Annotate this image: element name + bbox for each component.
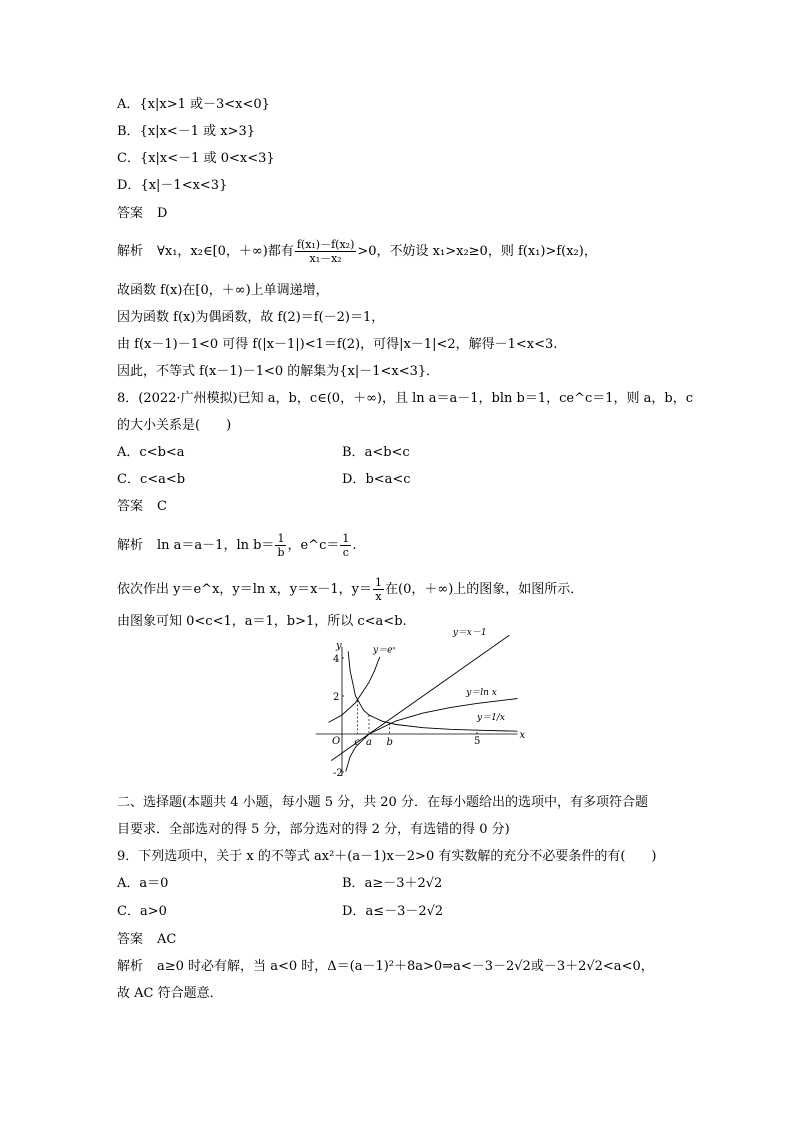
- q7-fraction-numerator: f(x₁)－f(x₂): [296, 238, 355, 251]
- q8-option-b: [342, 444, 410, 462]
- q7-analysis-l1-a: ∀x₁，x₂∈[0，＋∞)都有: [157, 244, 294, 259]
- q8-fraction-1-numerator: 1: [275, 532, 286, 546]
- q7-option-b: [117, 123, 255, 141]
- q9-analysis-line-2: 故 AC 符合题意．: [117, 986, 223, 1001]
- q8-option-c: [117, 471, 185, 489]
- q8-analysis-l2-a: 依次作出 y＝e^x，y＝ln x，y＝x－1，y＝: [117, 582, 373, 597]
- q7-analysis-label: 解析: [117, 244, 144, 259]
- q7-analysis-line-2: 故函数 f(x)在[0，＋∞)上单调递增，: [117, 283, 329, 298]
- q8-fraction-3-denominator: x: [375, 590, 382, 603]
- q8-fraction-1-denominator: b: [277, 546, 285, 559]
- q7-fraction-denominator: x₁－x₂: [309, 252, 342, 265]
- curve-label: y＝1/x: [477, 712, 505, 723]
- q7-option-a-text: {x|x>1 或－3<x<0}: [139, 97, 270, 112]
- y-axis-name: y: [336, 640, 342, 652]
- point-label-c: c: [354, 737, 360, 748]
- q9-option-a: [117, 875, 168, 893]
- q8-answer-label: 答案: [117, 499, 144, 514]
- x-axis-name: x: [519, 730, 526, 741]
- point-label-a: a: [366, 737, 372, 748]
- q8-analysis-line-1: [117, 532, 357, 559]
- q7-analysis-line-1: [117, 238, 597, 265]
- q9-option-d: [342, 903, 443, 921]
- point-label-b: b: [386, 737, 393, 748]
- q8-option-a-text: c<b<a: [139, 445, 185, 460]
- q8-fraction-3-numerator: 1: [375, 576, 383, 589]
- q9-answer: [117, 931, 176, 949]
- x-tick-label: 5: [474, 736, 481, 747]
- q9-option-d-label: D．: [342, 904, 366, 919]
- q8-stem-line-2: 的大小关系是( ): [117, 418, 232, 433]
- curve-y-ln-x: [346, 699, 518, 772]
- q9-answer-label: 答案: [117, 932, 144, 947]
- q7-analysis-fraction: [295, 238, 357, 265]
- q8-option-a-label: A．: [117, 445, 140, 460]
- q9-analysis-line-1: [117, 958, 654, 976]
- curve-label: y＝eˣ: [373, 645, 396, 656]
- q7-answer: [117, 205, 167, 223]
- curve-label: y＝x－1: [452, 628, 487, 639]
- q8-option-b-label: B．: [342, 445, 365, 460]
- q7-option-c-label: C．: [117, 151, 140, 166]
- section2-header-line-2: 目要求．全部选对的得 5 分，部分选对的得 2 分，有选错的得 0 分): [117, 822, 510, 837]
- q8-fraction-2-denominator: c: [342, 546, 349, 559]
- q9-option-b-text: a≥－3＋2√2: [364, 876, 443, 891]
- q7-option-d-label: D．: [117, 178, 141, 193]
- q8-fraction-one-over-x: [373, 576, 384, 603]
- q7-analysis-line-3: 因为函数 f(x)为偶函数，故 f(2)＝f(－2)＝1，: [117, 310, 385, 325]
- q9-option-b: [342, 875, 442, 893]
- q7-option-c: [117, 150, 275, 168]
- section2-header-line-1: 二、选择题(本题共 4 小题，每小题 5 分，共 20 分．在每小题给出的选项中，有多项符合题: [117, 795, 648, 810]
- q8-fraction-one-over-c: [340, 532, 351, 559]
- function-graph: [305, 628, 526, 782]
- q8-option-d-label: D．: [342, 472, 366, 487]
- q8-option-c-label: C．: [117, 472, 140, 487]
- q7-option-d-text: {x|－1<x<3}: [140, 178, 228, 193]
- q7-option-c-text: {x|x<－1 或 0<x<3}: [139, 151, 275, 166]
- q8-analysis-l1-a: ln a＝a－1，ln b＝: [157, 538, 275, 553]
- q8-fraction-2-numerator: 1: [342, 532, 350, 545]
- q9-stem: 9．下列选项中，关于 x 的不等式 ax²＋(a－1)x－2>0 有实数解的充分不必要条件的有( ): [117, 849, 657, 864]
- curve-label: y＝ln x: [466, 688, 497, 699]
- q9-option-c-text: a>0: [139, 904, 167, 919]
- q9-option-a-text: a＝0: [139, 876, 169, 891]
- origin-label: O: [332, 736, 341, 747]
- q8-option-d-text: b<a<c: [365, 472, 411, 487]
- q8-analysis-line-3: 由图象可知 0<c<1，a＝1，b>1，所以 c<a<b.: [117, 614, 407, 629]
- q8-analysis-l1-b: ，e^c＝: [287, 538, 340, 553]
- q7-option-d: [117, 177, 227, 195]
- q7-analysis-l1-b: >0，不妨设 x₁>x₂≥0，则 f(x₁)>f(x₂)，: [357, 244, 597, 259]
- q9-option-c: [117, 903, 167, 921]
- y-tick-label: 4: [333, 654, 340, 665]
- q8-analysis-line-2: [117, 576, 583, 603]
- q8-stem-line-1: 8．(2022·广州模拟)已知 a，b，c∈(0，＋∞)，且 ln a＝a－1，bln b＝1，ce^c＝1，则 a，b，c: [117, 391, 694, 406]
- q9-option-b-label: B．: [342, 876, 365, 891]
- q9-answer-value: AC: [157, 932, 177, 947]
- q7-option-a: [117, 96, 270, 114]
- q7-option-b-text: {x|x<－1 或 x>3}: [139, 124, 256, 139]
- q8-fraction-one-over-b: [275, 532, 286, 559]
- q7-analysis-line-4: 由 f(x－1)－1<0 可得 f(|x－1|)<1＝f(2)，可得|x－1|<2，解得－1<x<3.: [117, 337, 558, 352]
- q8-option-a: [117, 444, 185, 462]
- q8-analysis-label: 解析: [117, 538, 144, 553]
- q8-answer-value: C: [157, 499, 167, 514]
- q8-analysis-l2-b: 在(0，＋∞)上的图象，如图所示．: [385, 582, 584, 597]
- q9-option-c-label: C．: [117, 904, 140, 919]
- q8-option-b-text: a<b<c: [364, 445, 410, 460]
- q8-option-d: [342, 471, 411, 489]
- q9-option-d-text: a≤－3－2√2: [365, 904, 444, 919]
- q7-option-b-label: B．: [117, 124, 140, 139]
- q7-analysis-line-5: 因此，不等式 f(x－1)－1<0 的解集为{x|－1<x<3}．: [117, 364, 440, 379]
- q8-answer: [117, 498, 167, 516]
- y-tick-label: -2: [333, 768, 343, 779]
- q7-answer-value: D: [157, 206, 168, 221]
- q9-analysis-l1-text: a≥0 时必有解，当 a<0 时，Δ＝(a－1)²＋8a>0⇒a<－3－2√2或－3＋2√2<a<0，: [157, 959, 654, 974]
- q8-analysis-l1-c: .: [352, 538, 357, 553]
- q9-option-a-label: A．: [117, 876, 140, 891]
- q9-analysis-label: 解析: [117, 959, 144, 974]
- y-tick-label: 2: [333, 692, 340, 703]
- q8-option-c-text: c<a<b: [139, 472, 186, 487]
- q7-answer-label: 答案: [117, 206, 144, 221]
- q7-option-a-label: A．: [117, 97, 140, 112]
